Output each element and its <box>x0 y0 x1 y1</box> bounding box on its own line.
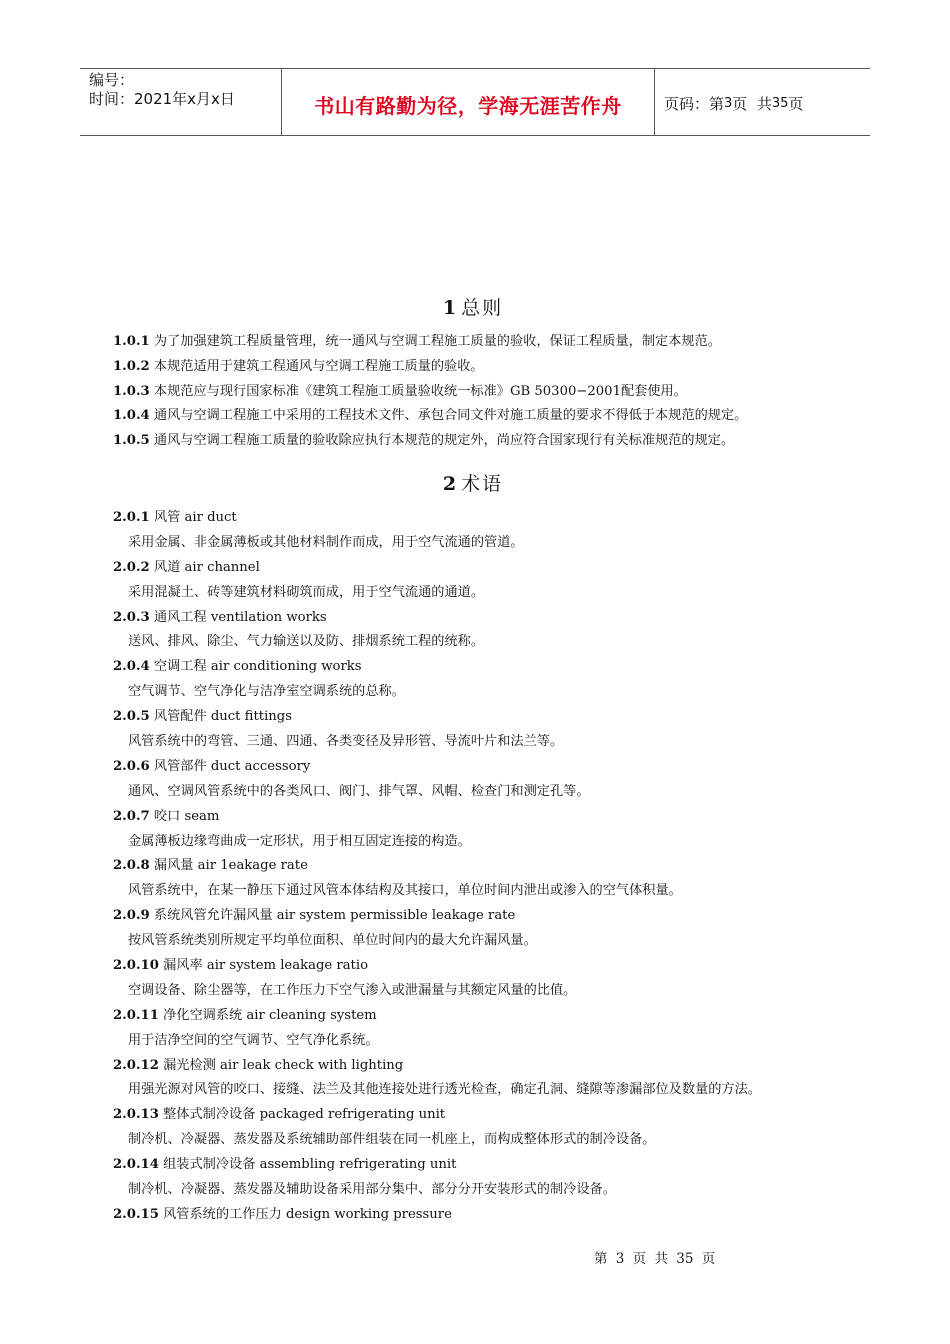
term-id: 2.0.14 <box>113 1157 159 1173</box>
term-id: 2.0.13 <box>113 1107 159 1123</box>
term-id: 2.0.9 <box>113 908 150 924</box>
header-meta-cell <box>80 69 282 135</box>
term-name: 净化空调系统 air cleaning system <box>163 1007 377 1023</box>
clause-id: 1.0.1 <box>113 334 150 349</box>
term-definition: 金属薄板边缘弯曲成一定形状，用于相互固定连接的构造。 <box>128 833 471 849</box>
term-definition: 空调设备、除尘器等，在工作压力下空气渗入或泄漏量与其额定风量的比值。 <box>128 982 577 998</box>
number-label: 编号： <box>89 71 135 89</box>
term-item <box>113 854 833 879</box>
term-id: 2.0.10 <box>113 958 159 974</box>
term-definition: 制冷机、冷凝器、蒸发器及辅助设备采用部分集中、部分分开安装形式的制冷设备。 <box>128 1182 616 1198</box>
term-id: 2.0.12 <box>113 1057 159 1073</box>
page-middle: 页 共 <box>732 94 772 113</box>
term-item <box>113 705 833 730</box>
term-definition: 按风管系统类别所规定平均单位面积、单位时间内的最大允许漏风量。 <box>128 933 537 949</box>
page-suffix: 页 <box>788 94 804 113</box>
term-definition: 用于洁净空间的空气调节、空气净化系统。 <box>128 1032 379 1048</box>
term-name: 通风工程 ventilation works <box>153 609 327 625</box>
section-number: 1 <box>442 297 459 319</box>
page-indicator <box>655 69 870 135</box>
term-name: 风管部件 duct accessory <box>153 758 311 774</box>
clause-id: 1.0.5 <box>113 433 150 449</box>
term-item <box>113 1203 833 1228</box>
term-name: 风道 air channel <box>153 559 260 575</box>
term-name: 整体式制冷设备 packaged refrigerating unit <box>163 1107 446 1123</box>
clause-item <box>113 404 833 429</box>
term-item <box>113 805 833 830</box>
clause-text: 通风与空调工程施工中采用的工程技术文件、承包合同文件对施工质量的要求不得低于本规范的规定。 <box>153 408 748 424</box>
term-item <box>113 1153 833 1178</box>
document-body <box>113 290 833 1228</box>
section-2-terms <box>113 506 833 1228</box>
term-item <box>113 606 833 631</box>
term-id: 2.0.15 <box>113 1206 159 1222</box>
term-item <box>113 556 833 581</box>
section-1-clauses <box>113 330 833 454</box>
term-name: 漏风量 air 1eakage rate <box>153 858 308 874</box>
term-name: 组装式制冷设备 assembling refrigerating unit <box>163 1157 457 1173</box>
time-label: 时间：2021年x月x日 <box>89 90 235 108</box>
page-total: 35 <box>771 95 789 111</box>
motto: 书山有路勤为径，学海无涯苦作舟 <box>282 69 655 135</box>
term-item <box>113 1103 833 1128</box>
clause-item <box>113 355 833 380</box>
section-title: 术语 <box>461 472 504 495</box>
term-definition: 送风、排风、除尘、气力输送以及防、排烟系统工程的统称。 <box>128 634 485 650</box>
term-item <box>113 755 833 780</box>
clause-text: 为了加强建筑工程质量管理，统一通风与空调工程施工质量的验收，保证工程质量，制定本规范。 <box>153 334 721 349</box>
page-footer: 第 3 页 共 35 页 <box>594 1251 716 1267</box>
term-name: 咬口 seam <box>153 808 220 824</box>
term-item <box>113 904 833 929</box>
page-current: 3 <box>724 95 733 111</box>
section-heading-1 <box>113 290 833 330</box>
term-name: 空调工程 air conditioning works <box>153 659 362 675</box>
term-name: 风管 air duct <box>153 509 237 525</box>
term-name: 漏风率 air system leakage ratio <box>163 958 369 974</box>
term-item <box>113 506 833 531</box>
term-definition: 通风、空调风管系统中的各类风口、阀门、排气罩、风帽、检查门和测定孔等。 <box>128 783 590 799</box>
term-item <box>113 655 833 680</box>
clause-text: 本规范适用于建筑工程通风与空调工程施工质量的验收。 <box>153 358 484 374</box>
term-item <box>113 1054 833 1079</box>
clause-id: 1.0.3 <box>113 383 150 399</box>
term-definition: 采用金属、非金属薄板或其他材料制作而成，用于空气流通的管道。 <box>128 534 524 550</box>
header-table <box>80 68 870 136</box>
term-item <box>113 1004 833 1029</box>
term-item <box>113 954 833 979</box>
page-prefix: 页码：第 <box>664 94 725 113</box>
term-definition: 风管系统中，在某一静压下通过风管本体结构及其接口，单位时间内泄出或渗入的空气体积量。 <box>128 883 682 899</box>
term-definition: 采用混凝土、砖等建筑材料砌筑而成，用于空气流通的通道。 <box>128 584 485 600</box>
clause-text: 通风与空调工程施工质量的验收除应执行本规范的规定外，尚应符合国家现行有关标准规范的规定。 <box>153 433 735 449</box>
clause-item <box>113 380 833 405</box>
term-id: 2.0.3 <box>113 609 150 625</box>
term-name: 漏光检测 air leak check with lighting <box>163 1057 404 1073</box>
term-definition: 风管系统中的弯管、三通、四通、各类变径及异形管、导流叶片和法兰等。 <box>128 734 564 749</box>
term-definition: 空气调节、空气净化与洁净室空调系统的总称。 <box>128 684 405 700</box>
term-id: 2.0.5 <box>113 709 150 725</box>
term-id: 2.0.7 <box>113 808 150 824</box>
clause-id: 1.0.4 <box>113 408 150 424</box>
term-name: 系统风管允许漏风量 air system permissible leakage rate <box>153 908 516 924</box>
term-id: 2.0.8 <box>113 858 150 874</box>
term-id: 2.0.6 <box>113 758 150 774</box>
section-number: 2 <box>442 472 459 495</box>
clause-text: 本规范应与现行国家标准《建筑工程施工质量验收统一标准》GB 50300−2001配套使用。 <box>153 383 687 399</box>
clause-id: 1.0.2 <box>113 358 150 374</box>
term-id: 2.0.11 <box>113 1007 159 1023</box>
term-id: 2.0.1 <box>113 509 150 525</box>
clause-item <box>113 330 833 355</box>
term-definition: 用强光源对风管的咬口、接缝、法兰及其他连接处进行透光检查，确定孔洞、缝隙等渗漏部位及数量的方法。 <box>128 1082 761 1098</box>
term-name: 风管系统的工作压力 design working pressure <box>163 1206 452 1222</box>
term-definition: 制冷机、冷凝器、蒸发器及系统辅助部件组装在同一机座上，而构成整体形式的制冷设备。 <box>128 1132 656 1148</box>
clause-item <box>113 429 833 454</box>
term-id: 2.0.2 <box>113 559 150 575</box>
term-name: 风管配件 duct fittings <box>153 709 292 725</box>
section-heading-2 <box>113 462 833 506</box>
term-id: 2.0.4 <box>113 659 150 675</box>
section-title: 总则 <box>461 297 504 319</box>
